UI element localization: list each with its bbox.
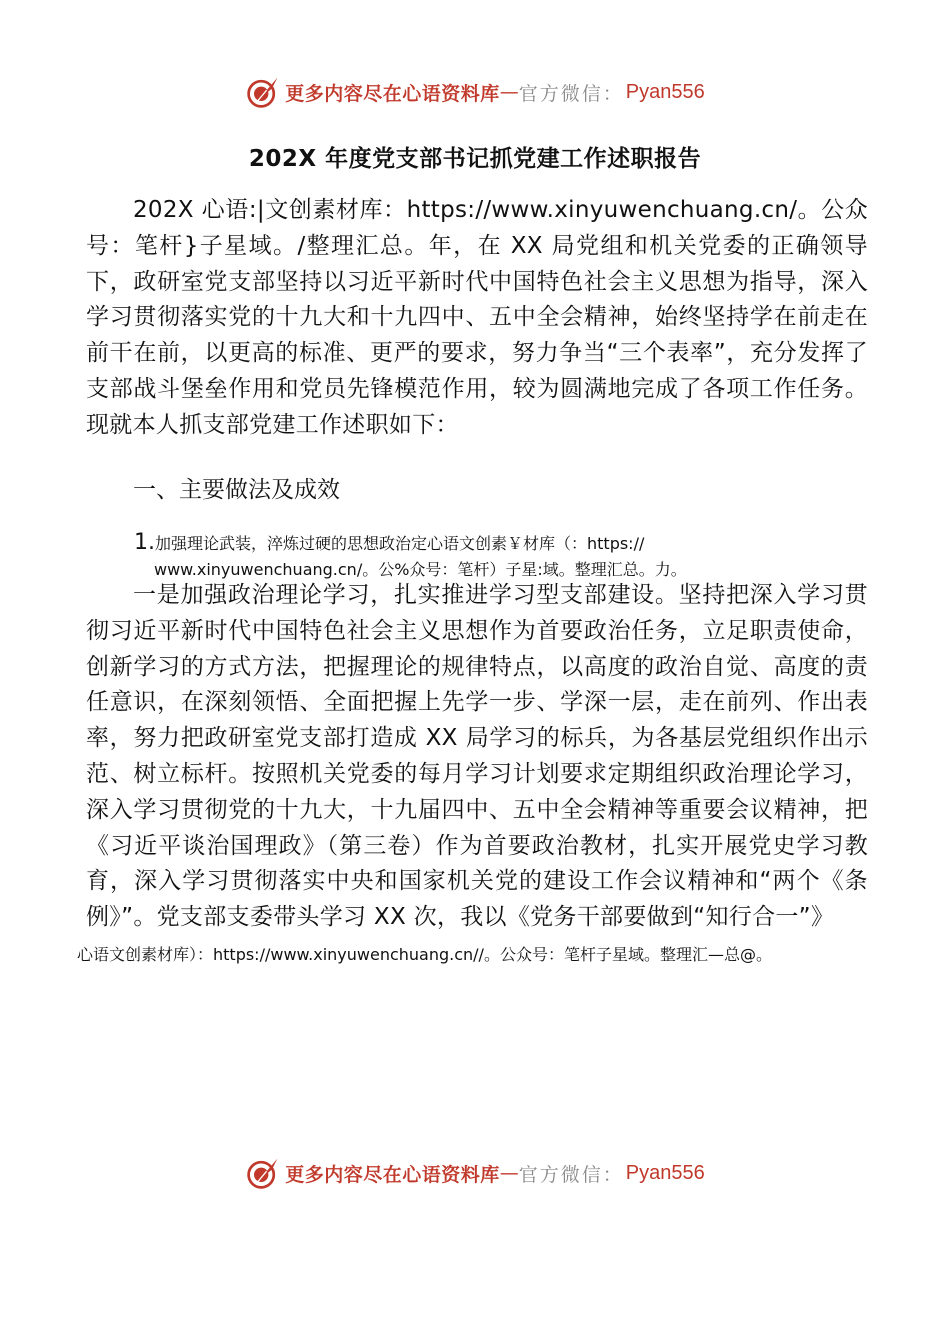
banner-official-label: 官方微信： (518, 1163, 624, 1186)
item-line-2: www.xinyuwenchuang.cn/。公%众号：笔杆）子星:域。整理汇总。力。 (154, 560, 687, 579)
quill-seal-icon (245, 74, 281, 110)
section-heading: 一、主要做法及成效 (133, 477, 340, 503)
quill-seal-icon (245, 1155, 281, 1191)
banner-official-label: 官方微信： (518, 82, 624, 105)
document-title: 202X 年度党支部书记抓党建工作述职报告 (248, 146, 702, 172)
banner-text: 更多内容尽在心语资料库 (285, 1163, 500, 1186)
item-first-line (134, 530, 754, 557)
numbered-item (134, 530, 754, 583)
banner-wechat-id: Pyan556 (625, 1161, 705, 1184)
item-line-1: 加强理论武装，淬炼过硬的思想政治定心语文创素￥材库（：https:// (155, 534, 645, 553)
source-note: 心语文创素材库）：https://www.xinyuwenchuang.cn//。公众号：笔杆子星域。整理汇—总@。 (77, 945, 772, 964)
banner-dash: — (499, 1162, 519, 1184)
body-paragraph: 一是加强政治理论学习，扎实推进学习型支部建设。坚持把深入学习贯彻习近平新时代中国特色社会主义思想作为首要政治任务，立足职责使命， 创新学习的方式方法，把握理论的规律特点，以高度的政治自觉、高度的责任意识，在深刻领悟、全面把握上先学一步、学深一层，走在前列、作出表率，努力把政研室党支部打造成 XX 局学习的标兵，为各基层党组织作出示范、树立标杆。按照机关党委的每月学习计划要求定期组织政治理论学习， 深入学习贯彻党的十九大，十九届四中、五中全会精神等重要会议精神，把《习近平谈治国理政》（第三卷）作为首要政治教材，扎实开展党史学习教育，深入学习贯彻落实中央和国家机关党的建设工作会议精神和“两个《条例》”。党支部支委带头学习 XX 次，我以《党务干部要做到“知行合一”》 (86, 582, 868, 931)
banner-text: 更多内容尽在心语资料库 (285, 82, 500, 105)
item-number: 1. (134, 530, 155, 555)
banner-dash: — (499, 81, 519, 103)
footer-banner (0, 1151, 950, 1195)
banner-wechat-id: Pyan556 (625, 80, 705, 103)
header-banner (0, 70, 950, 114)
intro-paragraph: 202X 心语:|文创素材库：https://www.xinyuwenchuang.cn/。公众号：笔杆}子星域。/整理汇总。年，在 XX 局党组和机关党委的正确领导下，政研室党支部坚持以习近平新时代中国特色社会主义思想为指导，深入学习贯彻落实党的十九大和十九四中、五中全会精神，始终坚持学在前走在前干在前，以更高的标准、更严的要求，努力争当“三个表率”，充分发挥了支部战斗堡垒作用和党员先锋模范作用，较为圆满地完成了各项工作任务。现就本人抓支部党建工作述职如下： (86, 197, 868, 438)
